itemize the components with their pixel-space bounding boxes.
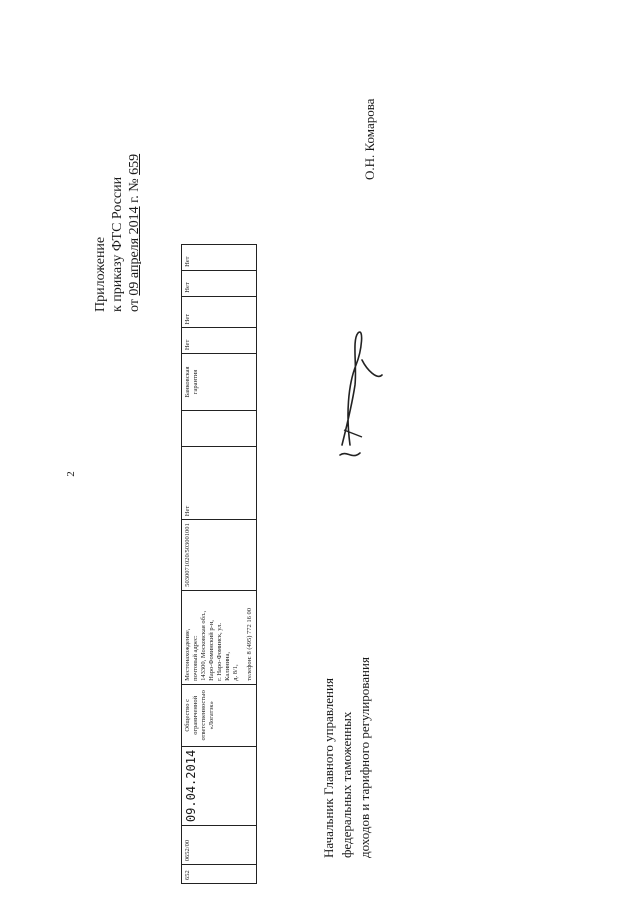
cell-n3: Нет <box>182 270 257 296</box>
chief-title: Начальник Главного управления федеральных таможенных доходов и тарифного регулирования <box>321 657 372 858</box>
cell-code: 0652/00 <box>182 826 257 865</box>
cell-num: 652 <box>182 865 257 884</box>
cell-date: 09.04.2014 <box>182 746 257 825</box>
cell-org: Общество с ограниченной ответственностью «Логатэк» <box>182 684 257 746</box>
cell-blank <box>182 410 257 446</box>
date-day: 09 <box>127 281 142 296</box>
page-number: 2 <box>64 471 77 477</box>
registry-table-wrap <box>181 244 257 884</box>
order-number: 659 <box>127 153 142 175</box>
appendix-title: Приложение <box>93 236 108 312</box>
appendix-order: к приказу ФТС России <box>110 176 125 312</box>
cell-guarantee: Банковская гарантия <box>182 354 257 411</box>
cell-inn: 5030071020/503001001 <box>182 520 257 591</box>
signature-icon <box>322 325 392 475</box>
date-month: апреля <box>127 237 142 279</box>
cell-n4: Нет <box>182 245 257 271</box>
date-year: 2014 <box>127 206 142 235</box>
cell-other: Нет <box>182 446 257 520</box>
signer-name: О.Н. Комарова <box>362 98 377 180</box>
appendix-header <box>92 154 143 312</box>
table-row <box>182 245 257 884</box>
cell-n1: Нет <box>182 328 257 354</box>
appendix-date-line: от 09 апреля 2014 г. № 659 <box>127 153 142 312</box>
cell-address: Местонахождение, почтовый адрес: 143300, Московская обл., Наро-Фоминский р-н, г. Наро-Фоминск, ул. Калинина, д. 8/1, телефон: 8 (495) 772 16 00 <box>182 590 257 684</box>
cell-n2: Нет <box>182 296 257 328</box>
registry-table <box>181 244 257 884</box>
